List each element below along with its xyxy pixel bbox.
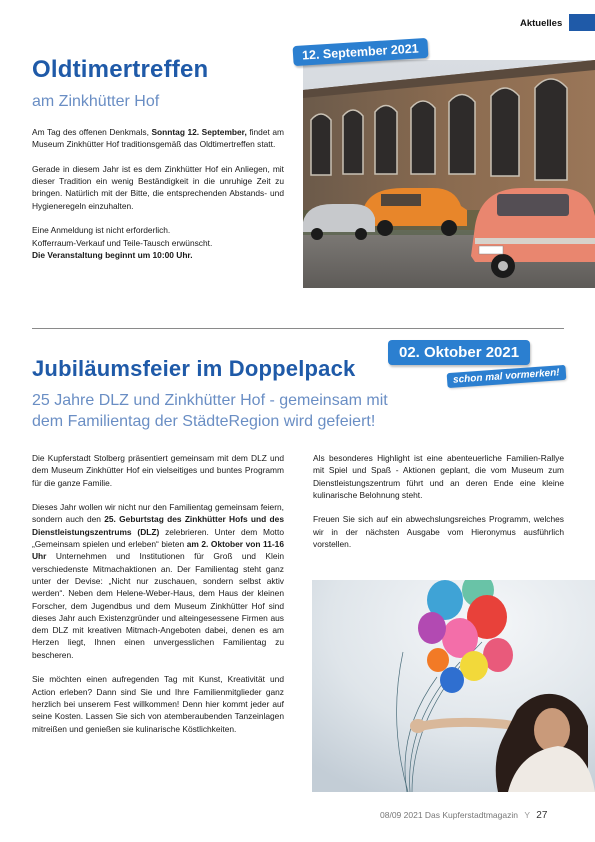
article2-paragraph-1: Die Kupferstadt Stolberg präsentiert gemeinsam mit dem DLZ und dem Museum Zinkhütter Hof ein vielseitiges und buntes Programm für die ganze Familie. <box>32 453 284 488</box>
reminder-badge: schon mal vormerken! <box>447 365 566 388</box>
section-color-tab <box>569 14 595 31</box>
article2-body-left <box>32 452 284 747</box>
article1-body <box>32 126 284 274</box>
article1-paragraph-3: Eine Anmeldung ist nicht erforderlich. Kofferraum-Verkauf und Teile-Tausch erwünscht. Die Veranstaltung beginnt um 10:00 Uhr. <box>32 225 213 260</box>
article2-paragraph-2: Dieses Jahr wollen wir nicht nur den Familientag gemeinsam feiern, sondern auch den 25. Geburtstag des Zinkhütter Hofs und des Dienstleistungszentrums (DLZ) zelebrieren. Unter dem Motto „Gemeinsam spielen und erleben“ bieten am 2. Oktober von 11-16 Uhr Unternehmen und Institutionen für Groß und Klein verschiedenste Mitmachaktionen an. Der Familientag steht ganz unter der Devise: „Nicht nur zuschauen, sondern selbst aktiv werden“. Neben dem Helene-Weber-Haus, dem Haus der kleinen Forscher, dem Jugendbus und dem Museum Zinkhütter Hof sind dieses Jahr auch Existenzgründer und alteingesessene Firmen aus dem DLZ mit kreativen Mitmach-Angeboten dabei, denen es am Herzen liegt, Ihnen einen unvergesslichen Familientag zu bescheren. <box>32 502 284 660</box>
section-label: Aktuelles <box>520 18 563 29</box>
article2-paragraph-5: Freuen Sie sich auf ein abwechslungsreiches Programm, welches wir in der nächsten Ausgabe vom Hieronymus ausführlich vorstellen. <box>313 514 564 550</box>
article1-paragraph-2: Gerade in diesem Jahr ist es dem Zinkhütter Hof ein Anliegen, mit dieser Tradition ein wenig Beständigkeit in die unruhige Zeit zu bringen. Natürlich mit der Bitte, die entsprechenden Abstands- und Hygieneregeln einzuhalten. <box>32 163 284 211</box>
article2-paragraph-3: Sie möchten einen aufregenden Tag mit Kunst, Kreativität und Action erleben? Dann sind Sie und Ihre Familienmitglieder ganz herzlich bei unserem Fest willkommen! Denn hier kommt jeder auf seine Kosten. Lassen Sie sich von atemberaubenden Tanzeinlagen mitreißen und genießen sie kulinarische Köstlichkeiten. <box>32 674 284 734</box>
footer-issue: 08/09 2021 Das Kupferstadtmagazin <box>380 810 518 820</box>
article2-title: Jubiläumsfeier im Doppelpack <box>32 356 356 381</box>
article1-title: Oldtimertreffen <box>32 56 209 83</box>
article1-date-badge: 12. September 2021 <box>293 38 429 66</box>
section-divider <box>32 328 564 329</box>
footer-logo-mark: Y <box>524 810 530 820</box>
balloons-photo <box>312 580 595 792</box>
page-number: 27 <box>536 810 548 821</box>
article2-date-badge: 02. Oktober 2021 <box>388 340 530 365</box>
article2-body-right <box>313 452 564 563</box>
article1-subtitle: am Zinkhütter Hof <box>32 93 160 110</box>
article2-paragraph-4: Als besonderes Highlight ist eine abenteuerliche Familien-Rallye mit Spiel und Spaß - Aktionen geplant, die vom Museum zum Dienstleistungszentrum führt und an deren Ende eine kleine kulinarische Belohnung steht. <box>313 453 564 500</box>
page-footer <box>380 810 547 821</box>
article2-subtitle: 25 Jahre DLZ und Zinkhütter Hof - gemeinsam mit dem Familientag der StädteRegion wird gefeiert! <box>32 392 388 430</box>
article1-paragraph-1: Am Tag des offenen Denkmals, Sonntag 12. September, findet am Museum Zinkhütter Hof traditionsgemäß das Oldtimertreffen statt. <box>32 127 284 150</box>
vintage-cars-photo <box>303 60 595 288</box>
